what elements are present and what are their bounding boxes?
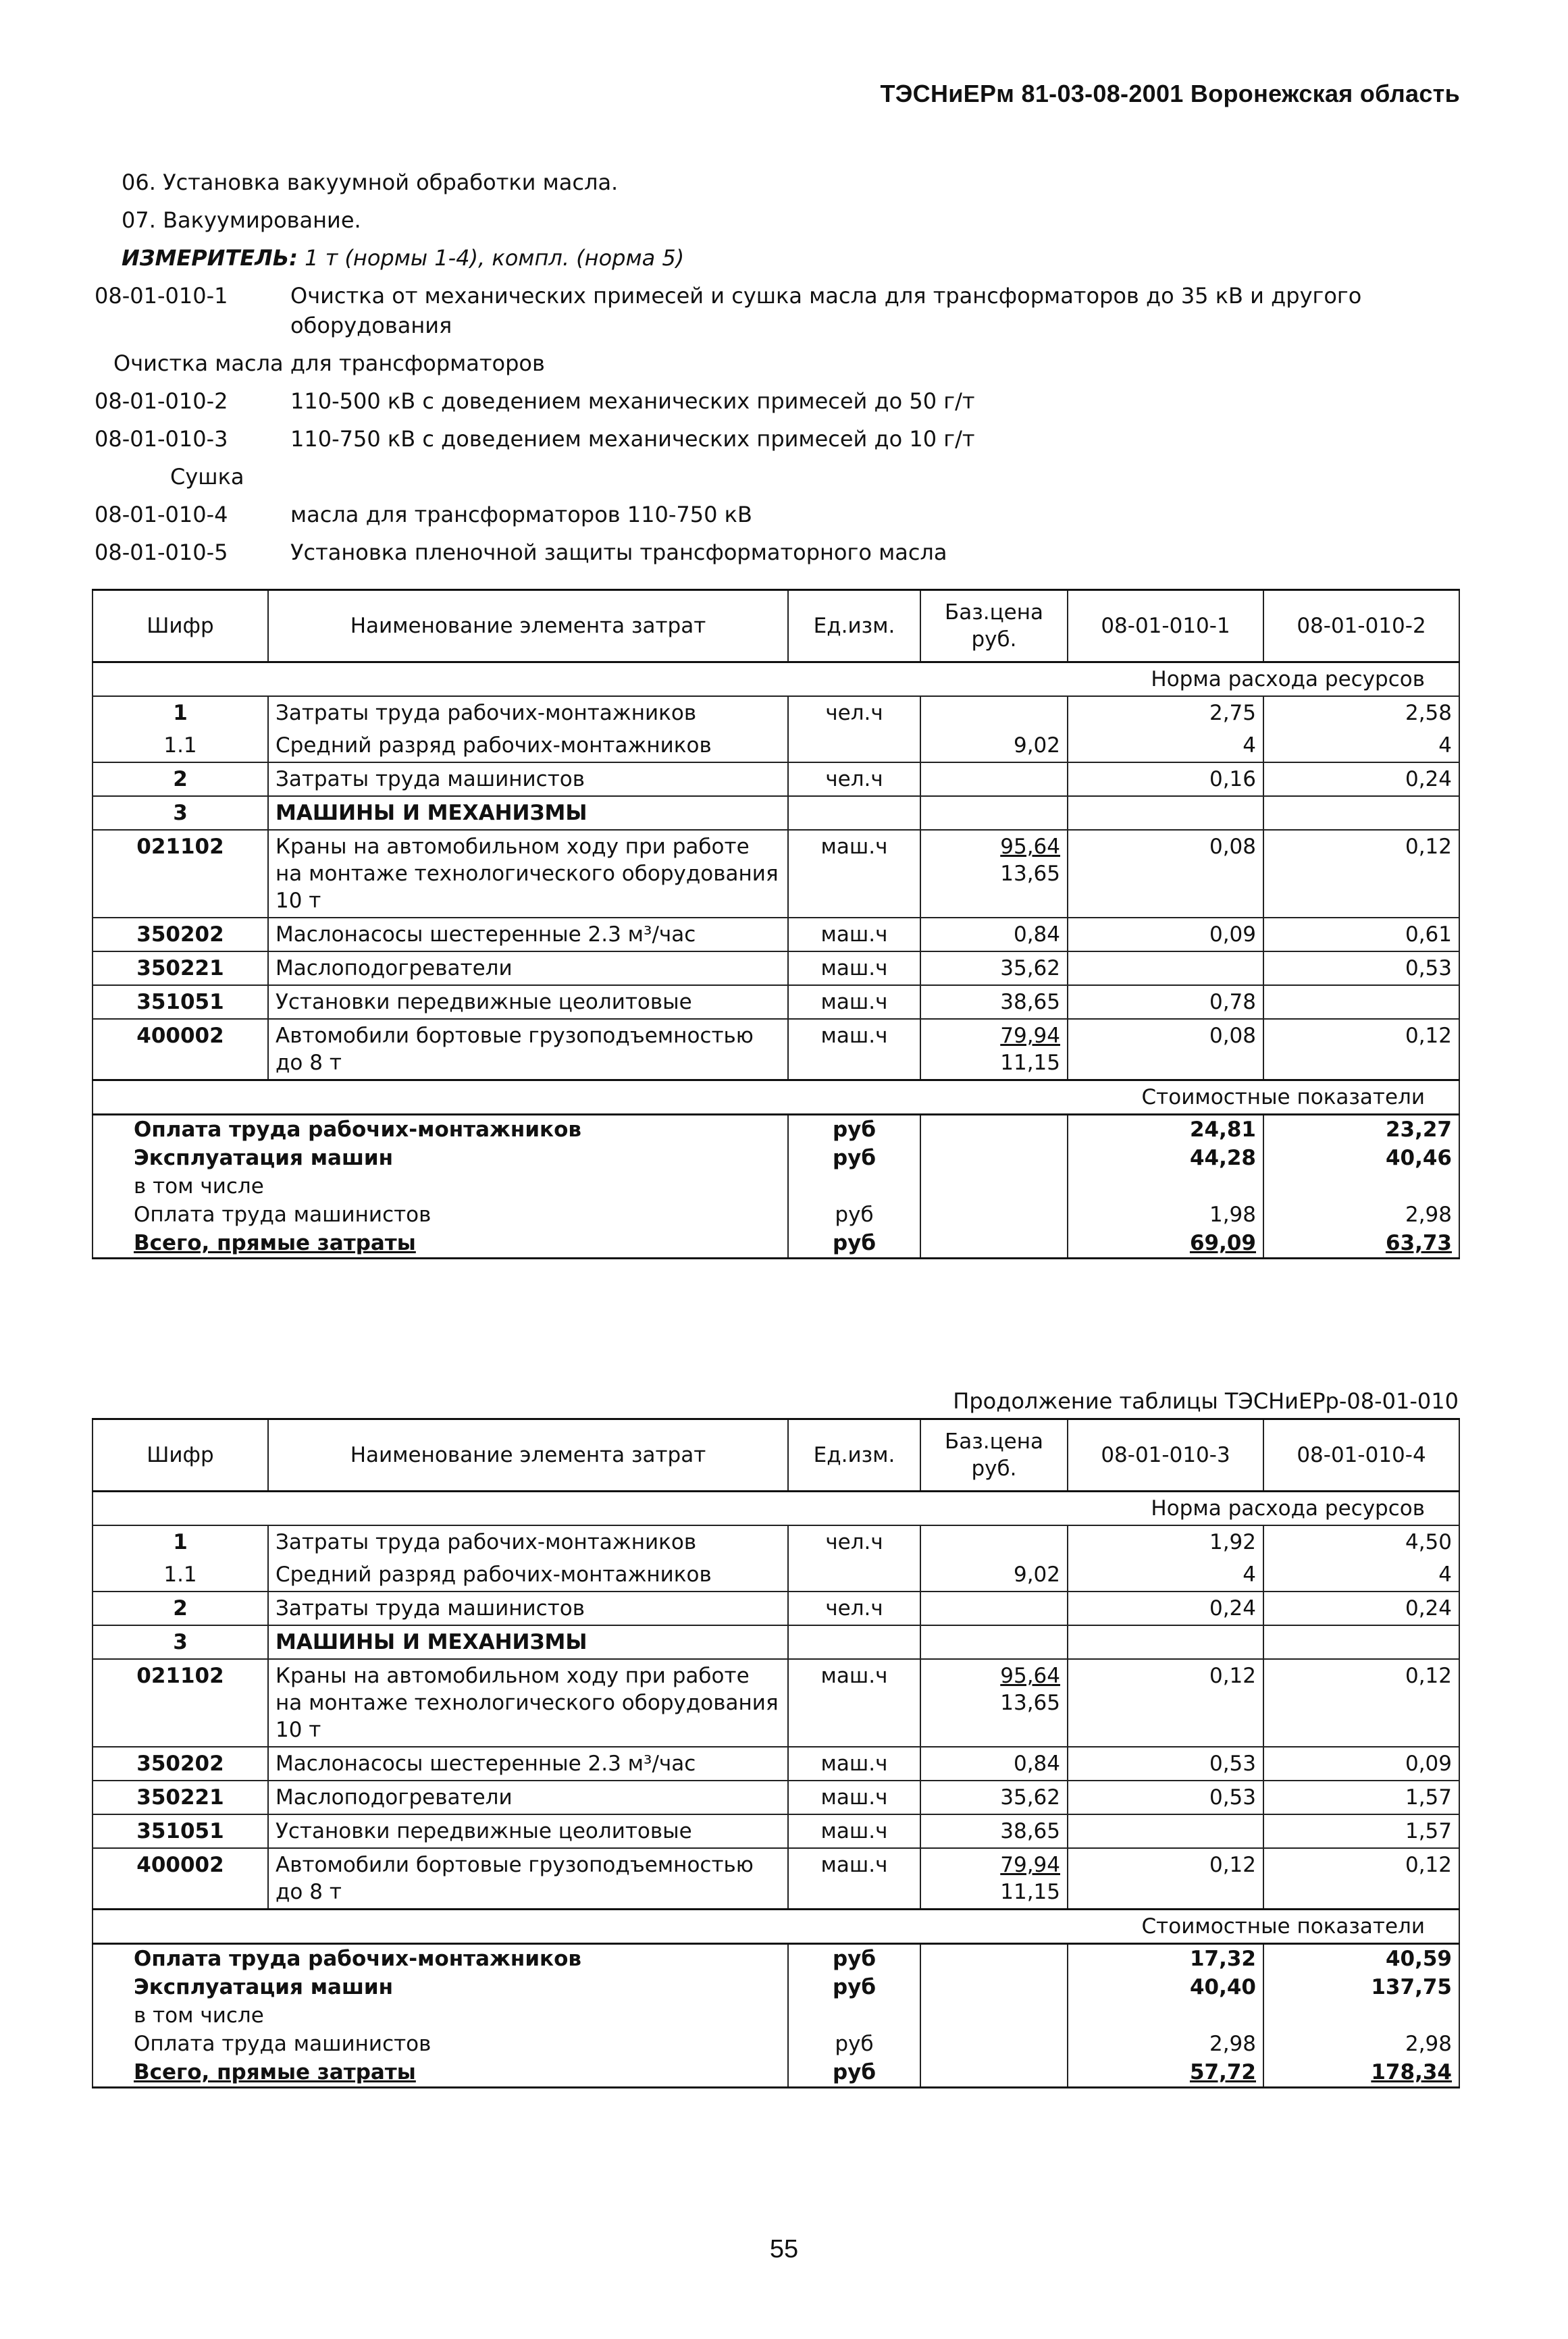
row-code: 3	[93, 796, 268, 830]
table-row	[93, 1814, 1459, 1848]
table-row	[93, 951, 1459, 985]
item-code: 08-01-010-2	[95, 388, 228, 414]
row-code: 2	[93, 1592, 268, 1625]
resource-table-2	[92, 1418, 1460, 2088]
row-value-b: 4	[1263, 729, 1459, 762]
row-value-b: 0,12	[1263, 1848, 1459, 1910]
row-value-a	[1068, 951, 1263, 985]
totals-value-b: 40,46	[1263, 1144, 1459, 1172]
totals-value-a	[1068, 1172, 1263, 1201]
totals-label: Эксплуатация машин	[93, 1144, 788, 1172]
row-code: 1.1	[93, 1558, 268, 1592]
row-code: 400002	[93, 1848, 268, 1910]
totals-unit	[788, 1172, 920, 1201]
row-price: 95,64	[1000, 1664, 1060, 1688]
row-value-b: 4	[1263, 1558, 1459, 1592]
totals-value-a: 2,98	[1068, 2030, 1263, 2058]
band-row	[93, 662, 1459, 697]
row-value-b: 0,12	[1263, 1659, 1459, 1747]
row-value-a: 0,24	[1068, 1592, 1263, 1625]
row-price-cell	[920, 830, 1068, 918]
totals-value-a: 44,28	[1068, 1144, 1263, 1172]
item-code: 08-01-010-1	[95, 283, 228, 309]
table-header-row	[93, 1419, 1459, 1492]
row-name: Установки передвижные цеолитовые	[268, 1814, 788, 1848]
row-code: 3	[93, 1625, 268, 1659]
row-name: Средний разряд рабочих-монтажников	[268, 729, 788, 762]
row-price: 9,02	[920, 729, 1068, 762]
col-header-price: Баз.цена руб.	[920, 1419, 1068, 1492]
row-value-a: 0,12	[1068, 1848, 1263, 1910]
totals-label: Оплата труда машинистов	[93, 2030, 788, 2058]
row-price-machinist: 11,15	[1000, 1051, 1060, 1075]
row-price: 0,84	[920, 918, 1068, 951]
col-header-unit: Ед.изм.	[788, 1419, 920, 1492]
row-price	[920, 1592, 1068, 1625]
table-row	[93, 1659, 1459, 1747]
row-price-machinist: 13,65	[1000, 862, 1060, 886]
totals-unit: руб	[788, 1973, 920, 2001]
row-name: Затраты труда машинистов	[268, 762, 788, 796]
row-price	[920, 696, 1068, 729]
subheading-drying: Сушка	[170, 464, 244, 490]
subheading-cleaning: Очистка масла для трансформаторов	[113, 350, 545, 376]
row-value-a: 0,08	[1068, 1019, 1263, 1080]
totals-value-b: 2,98	[1263, 1201, 1459, 1229]
totals-value-b: 2,98	[1263, 2030, 1459, 2058]
measure-text: 1 т (нормы 1-4), компл. (норма 5)	[297, 245, 685, 271]
row-price: 38,65	[920, 985, 1068, 1019]
row-name: Затраты труда машинистов	[268, 1592, 788, 1625]
row-unit: маш.ч	[788, 1659, 920, 1747]
row-price: 35,62	[920, 951, 1068, 985]
totals-empty	[920, 2030, 1068, 2058]
totals-empty	[920, 1201, 1068, 1229]
row-price	[920, 1525, 1068, 1558]
totals-label: Всего, прямые затраты	[93, 1229, 788, 1259]
row-value-b: 0,53	[1263, 951, 1459, 985]
row-unit: маш.ч	[788, 1848, 920, 1910]
row-price: 9,02	[920, 1558, 1068, 1592]
totals-empty	[920, 2001, 1068, 2030]
item-row	[95, 386, 1445, 416]
totals-empty	[920, 1229, 1068, 1259]
row-value-a: 0,08	[1068, 830, 1263, 918]
row-price	[920, 762, 1068, 796]
col-header-name: Наименование элемента затрат	[268, 590, 788, 662]
band-row	[93, 1492, 1459, 1526]
row-price-machinist: 11,15	[1000, 1880, 1060, 1904]
row-value-b: 1,57	[1263, 1814, 1459, 1848]
row-name: Затраты труда рабочих-монтажников	[268, 1525, 788, 1558]
measure-line	[95, 243, 1445, 273]
row-value-a	[1068, 796, 1263, 830]
totals-value-b: 137,75	[1263, 1973, 1459, 2001]
totals-value-b	[1263, 2001, 1459, 2030]
totals-value-b: 63,73	[1263, 1229, 1459, 1259]
row-name: Автомобили бортовые грузоподъемностью до 8 т	[268, 1848, 788, 1910]
row-name: МАШИНЫ И МЕХАНИЗМЫ	[268, 796, 788, 830]
row-value-b: 0,09	[1263, 1747, 1459, 1781]
table-row	[93, 830, 1459, 918]
totals-unit: руб	[788, 1115, 920, 1145]
table-row	[93, 918, 1459, 951]
totals-unit: руб	[788, 1944, 920, 1974]
row-name: Установки передвижные цеолитовые	[268, 985, 788, 1019]
totals-row	[93, 2030, 1459, 2058]
row-price	[920, 796, 1068, 830]
item-text: 110-500 кВ с доведением механических примесей до 50 г/т	[290, 388, 975, 414]
table-row	[93, 796, 1459, 830]
continuation-caption: Продолжение таблицы ТЭСНиЕРр-08-01-010	[953, 1388, 1459, 1414]
totals-empty	[920, 1973, 1068, 2001]
totals-label: Эксплуатация машин	[93, 1973, 788, 2001]
totals-unit	[788, 2001, 920, 2030]
col-header-name: Наименование элемента затрат	[268, 1419, 788, 1492]
row-unit	[788, 1625, 920, 1659]
totals-unit: руб	[788, 2030, 920, 2058]
row-unit	[788, 729, 920, 762]
row-unit: чел.ч	[788, 1525, 920, 1558]
table-row	[93, 729, 1459, 762]
col-header-price: Баз.цена руб.	[920, 590, 1068, 662]
table-row	[93, 1592, 1459, 1625]
totals-label: в том числе	[93, 2001, 788, 2030]
totals-label: Оплата труда машинистов	[93, 1201, 788, 1229]
row-unit: маш.ч	[788, 1814, 920, 1848]
resource-table-1	[92, 589, 1460, 1259]
totals-value-b: 178,34	[1263, 2058, 1459, 2088]
row-value-b: 4,50	[1263, 1525, 1459, 1558]
totals-value-b: 23,27	[1263, 1115, 1459, 1145]
table-row	[93, 1781, 1459, 1814]
row-value-b: 0,61	[1263, 918, 1459, 951]
item-text: 110-750 кВ с доведением механических примесей до 10 г/т	[290, 426, 975, 452]
item-row	[95, 281, 1445, 340]
row-unit: маш.ч	[788, 918, 920, 951]
row-code: 350221	[93, 951, 268, 985]
row-unit: маш.ч	[788, 951, 920, 985]
table-row	[93, 985, 1459, 1019]
totals-row	[93, 1115, 1459, 1145]
row-name: Маслонасосы шестеренные 2.3 м³/час	[268, 1747, 788, 1781]
measure-label: ИЗМЕРИТЕЛЬ:	[122, 245, 298, 271]
intro-section	[95, 167, 1445, 575]
totals-value-b: 40,59	[1263, 1944, 1459, 1974]
row-unit	[788, 1558, 920, 1592]
row-code: 351051	[93, 985, 268, 1019]
totals-value-a: 24,81	[1068, 1115, 1263, 1145]
row-value-b	[1263, 1625, 1459, 1659]
totals-label: в том числе	[93, 1172, 788, 1201]
item-row	[95, 537, 1445, 567]
row-name: Автомобили бортовые грузоподъемностью до 8 т	[268, 1019, 788, 1080]
row-name: МАШИНЫ И МЕХАНИЗМЫ	[268, 1625, 788, 1659]
row-unit: маш.ч	[788, 985, 920, 1019]
row-price-machinist: 13,65	[1000, 1691, 1060, 1715]
row-value-a: 0,53	[1068, 1781, 1263, 1814]
row-code: 1	[93, 1525, 268, 1558]
item-code: 08-01-010-4	[95, 502, 228, 527]
item-code: 08-01-010-3	[95, 426, 228, 452]
row-code: 351051	[93, 1814, 268, 1848]
row-code: 350202	[93, 918, 268, 951]
table-row	[93, 1019, 1459, 1080]
item-row	[95, 500, 1445, 529]
totals-unit: руб	[788, 1201, 920, 1229]
totals-value-a: 1,98	[1068, 1201, 1263, 1229]
totals-row	[93, 2001, 1459, 2030]
row-price-cell	[920, 1019, 1068, 1080]
row-value-b	[1263, 796, 1459, 830]
col-header-code: Шифр	[93, 590, 268, 662]
totals-empty	[920, 1944, 1068, 1974]
table-row	[93, 1848, 1459, 1910]
band-norm-label: Норма расхода ресурсов	[93, 1492, 1459, 1526]
row-unit: маш.ч	[788, 1019, 920, 1080]
table-row	[93, 1747, 1459, 1781]
table-row	[93, 1525, 1459, 1558]
row-code: 350202	[93, 1747, 268, 1781]
row-unit: маш.ч	[788, 830, 920, 918]
totals-value-b	[1263, 1172, 1459, 1201]
row-unit: чел.ч	[788, 1592, 920, 1625]
row-value-a: 4	[1068, 1558, 1263, 1592]
totals-label: Оплата труда рабочих-монтажников	[93, 1115, 788, 1145]
col-header-code-b: 08-01-010-4	[1263, 1419, 1459, 1492]
col-header-code-a: 08-01-010-1	[1068, 590, 1263, 662]
row-unit: чел.ч	[788, 696, 920, 729]
row-unit: маш.ч	[788, 1781, 920, 1814]
totals-value-a: 57,72	[1068, 2058, 1263, 2088]
totals-row	[93, 1172, 1459, 1201]
row-value-b: 2,58	[1263, 696, 1459, 729]
row-name: Маслоподогреватели	[268, 1781, 788, 1814]
table-row	[93, 1558, 1459, 1592]
table-row	[93, 696, 1459, 729]
totals-value-a: 17,32	[1068, 1944, 1263, 1974]
row-price: 79,94	[1000, 1024, 1060, 1048]
totals-row	[93, 1973, 1459, 2001]
row-code: 350221	[93, 1781, 268, 1814]
row-value-a: 0,53	[1068, 1747, 1263, 1781]
row-value-a: 1,92	[1068, 1525, 1263, 1558]
row-name: Краны на автомобильном ходу при работе на монтаже технологического оборудования 10 т	[268, 1659, 788, 1747]
row-code: 2	[93, 762, 268, 796]
band-row	[93, 1080, 1459, 1115]
band-cost-label: Стоимостные показатели	[93, 1910, 1459, 1944]
row-value-a: 2,75	[1068, 696, 1263, 729]
row-value-a	[1068, 1625, 1263, 1659]
totals-value-a	[1068, 2001, 1263, 2030]
band-cost-label: Стоимостные показатели	[93, 1080, 1459, 1115]
row-value-a: 0,78	[1068, 985, 1263, 1019]
table-row	[93, 762, 1459, 796]
totals-value-a: 69,09	[1068, 1229, 1263, 1259]
item-row	[95, 424, 1445, 454]
item-text: Очистка от механических примесей и сушка масла для трансформаторов до 35 кВ и другого оборудования	[290, 283, 1362, 338]
row-value-a: 0,16	[1068, 762, 1263, 796]
row-price	[920, 1625, 1068, 1659]
totals-empty	[920, 1144, 1068, 1172]
item-text: масла для трансформаторов 110-750 кВ	[290, 502, 752, 527]
row-name: Маслонасосы шестеренные 2.3 м³/час	[268, 918, 788, 951]
row-value-a: 4	[1068, 729, 1263, 762]
item-code: 08-01-010-5	[95, 540, 228, 565]
totals-unit: руб	[788, 1144, 920, 1172]
row-price: 35,62	[920, 1781, 1068, 1814]
totals-row	[93, 2058, 1459, 2088]
col-header-code: Шифр	[93, 1419, 268, 1492]
totals-row	[93, 1944, 1459, 1974]
document-header: ТЭСНиЕРм 81-03-08-2001 Воронежская область	[880, 80, 1460, 107]
row-name: Средний разряд рабочих-монтажников	[268, 1558, 788, 1592]
row-value-b	[1263, 985, 1459, 1019]
row-unit	[788, 796, 920, 830]
row-unit: маш.ч	[788, 1747, 920, 1781]
col-header-unit: Ед.изм.	[788, 590, 920, 662]
row-code: 1.1	[93, 729, 268, 762]
row-name: Затраты труда рабочих-монтажников	[268, 696, 788, 729]
row-price-cell	[920, 1848, 1068, 1910]
totals-empty	[920, 1115, 1068, 1145]
row-name: Маслоподогреватели	[268, 951, 788, 985]
totals-value-a: 40,40	[1068, 1973, 1263, 2001]
page-number: 55	[769, 2235, 799, 2263]
row-code: 021102	[93, 1659, 268, 1747]
row-value-a: 0,12	[1068, 1659, 1263, 1747]
band-norm-label: Норма расхода ресурсов	[93, 662, 1459, 697]
row-price: 95,64	[1000, 835, 1060, 859]
intro-line-1: 06. Установка вакуумной обработки масла.	[122, 169, 619, 195]
row-value-b: 0,12	[1263, 830, 1459, 918]
row-code: 021102	[93, 830, 268, 918]
totals-label: Оплата труда рабочих-монтажников	[93, 1944, 788, 1974]
row-price: 38,65	[920, 1814, 1068, 1848]
table-row	[93, 1625, 1459, 1659]
totals-unit: руб	[788, 1229, 920, 1259]
row-code: 400002	[93, 1019, 268, 1080]
totals-empty	[920, 2058, 1068, 2088]
totals-unit: руб	[788, 2058, 920, 2088]
row-value-b: 0,12	[1263, 1019, 1459, 1080]
row-price: 0,84	[920, 1747, 1068, 1781]
item-text: Установка пленочной защиты трансформаторного масла	[290, 540, 947, 565]
band-row	[93, 1910, 1459, 1944]
totals-empty	[920, 1172, 1068, 1201]
col-header-code-a: 08-01-010-3	[1068, 1419, 1263, 1492]
row-value-b: 0,24	[1263, 762, 1459, 796]
row-price: 79,94	[1000, 1853, 1060, 1877]
intro-line-2: 07. Вакуумирование.	[122, 207, 361, 233]
table-header-row	[93, 590, 1459, 662]
col-header-code-b: 08-01-010-2	[1263, 590, 1459, 662]
row-code: 1	[93, 696, 268, 729]
totals-row	[93, 1229, 1459, 1259]
row-value-b: 0,24	[1263, 1592, 1459, 1625]
row-price-cell	[920, 1659, 1068, 1747]
row-value-a	[1068, 1814, 1263, 1848]
totals-row	[93, 1144, 1459, 1172]
row-name: Краны на автомобильном ходу при работе на монтаже технологического оборудования 10 т	[268, 830, 788, 918]
totals-row	[93, 1201, 1459, 1229]
totals-label: Всего, прямые затраты	[93, 2058, 788, 2088]
row-value-a: 0,09	[1068, 918, 1263, 951]
row-value-b: 1,57	[1263, 1781, 1459, 1814]
row-unit: чел.ч	[788, 762, 920, 796]
